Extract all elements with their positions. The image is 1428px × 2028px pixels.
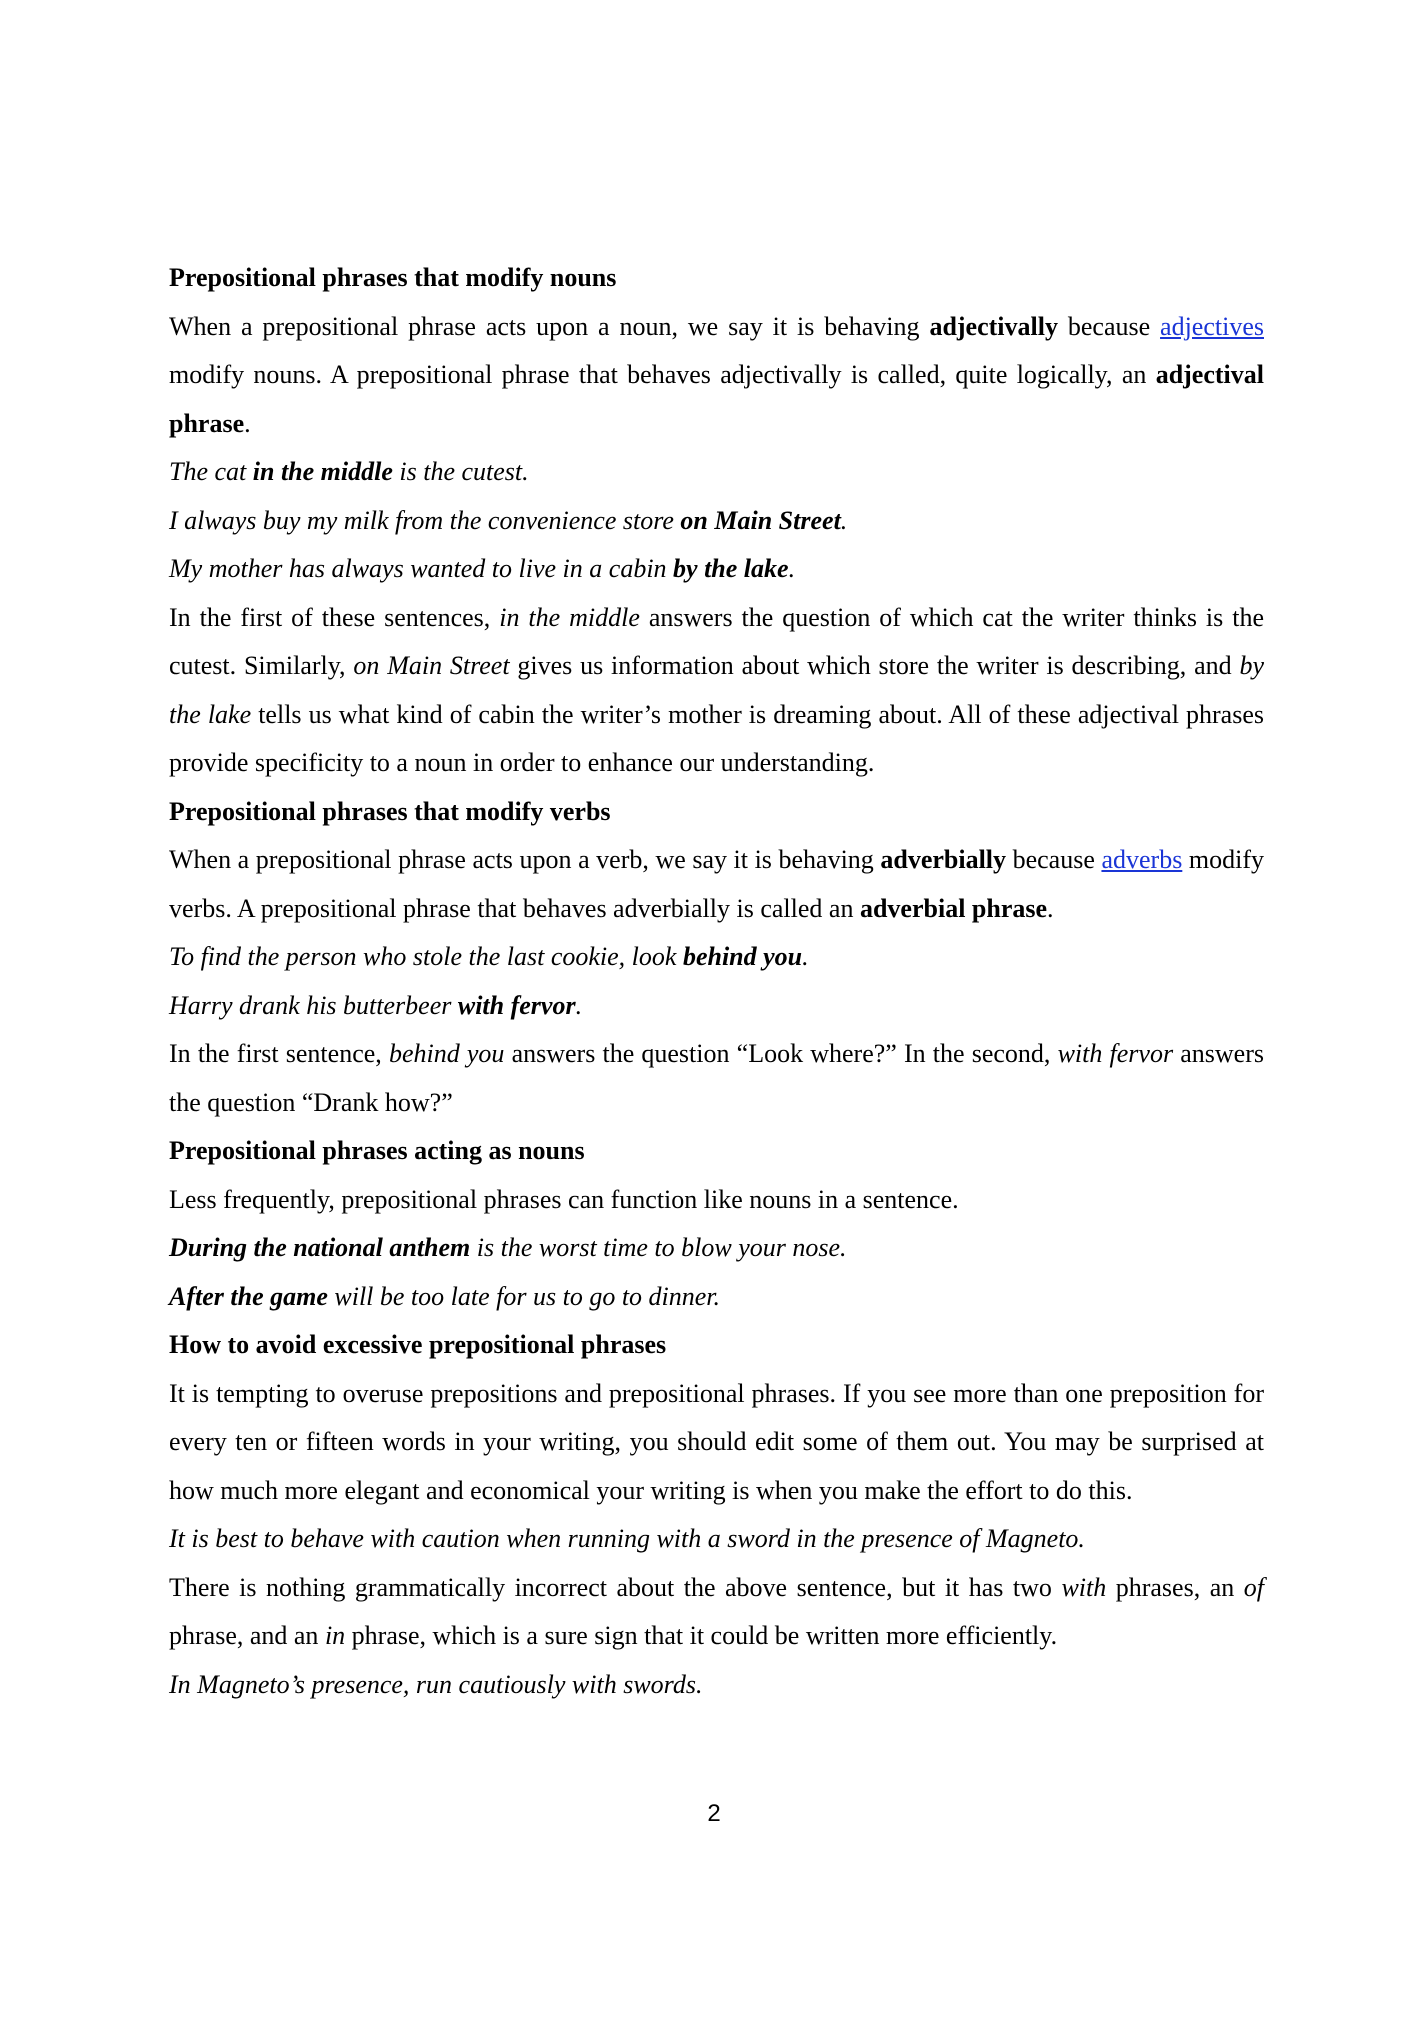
adverbs-link[interactable]: adverbs [1101,845,1183,874]
text-run: is the cutest. [392,457,529,486]
text-run: Harry drank his butterbeer [169,990,458,1020]
text-run: gives us information about which store the writer is describing, and [509,651,1240,680]
example-sentence [169,982,1264,1031]
text-run: will be too late for us to go to dinner. [327,1281,721,1311]
text-run: modify verbs. A prepositional phrase that behaves adverbially is called an [169,845,1264,923]
adjectives-link[interactable]: adjectives [1160,311,1264,341]
text-run: The cat [169,457,253,486]
bold-term: adjectivally [929,311,1058,341]
section-heading-avoid-excessive: How to avoid excessive prepositional phrases [169,1330,667,1359]
italic-phrase: with fervor [1057,1039,1174,1068]
text-run: . [788,554,796,583]
text-run: My mother has always wanted to live in a cabin [169,554,674,583]
paragraph-adverbial-explanation [169,1030,1264,1127]
example-sentence: It is best to behave with caution when running with a sword in the presence of Magneto. [169,1524,1085,1553]
paragraph-adjectival-explanation [169,594,1264,788]
text-run: When a prepositional phrase acts upon a verb, we say it is behaving [169,845,881,874]
text-run: There is nothing grammatically incorrect about the above sentence, but it has two [169,1572,1062,1602]
section-heading-nouns: Prepositional phrases that modify nouns [169,263,617,292]
text-run: . [575,990,583,1020]
section-heading-acting-as-nouns: Prepositional phrases acting as nouns [169,1136,585,1165]
example-sentence [169,545,1264,594]
text-run: In the first of these sentences, [169,602,500,632]
example-sentence [169,497,1264,546]
italic-phrase: in [324,1621,346,1650]
text-run: When a prepositional phrase acts upon a noun, we say it is behaving [169,311,930,341]
text-run: phrase, which is a sure sign that it could be written more efficiently. [345,1621,1058,1650]
section-heading-verbs: Prepositional phrases that modify verbs [169,796,611,826]
text-run: phrase, and an [169,1621,325,1650]
bold-phrase: in the middle [252,457,393,486]
paragraph-avoid-intro: It is tempting to overuse prepositions and prepositional phrases. If you see more than one preposition for every ten or fifteen words in your writing, you should edit some of them out. You may be surprised at how much more elegant and economical your writing is when you make the effort to do this. [169,1378,1264,1505]
text-run: because [1006,845,1102,874]
bold-phrase: on Main Street [680,505,841,535]
paragraph-avoid-explanation [169,1564,1264,1661]
text-run: because [1057,311,1161,341]
text-run: . [840,505,848,535]
text-run: . [802,942,809,971]
example-sentence [169,933,1264,982]
text-run: answers the question “Look where?” In the second, [504,1039,1058,1068]
example-sentence [169,1224,1264,1273]
text-run: answers the question of which cat the writer thinks is the cutest. Similarly, [169,602,1264,680]
text-run: I always buy my milk from the convenience store [169,505,681,535]
example-sentence: In Magneto’s presence, run cautiously with swords. [169,1669,703,1699]
bold-phrase: by the lake [673,554,789,583]
text-run: . [1047,893,1054,923]
text-run: tells us what kind of cabin the writer’s mother is dreaming about. All of these adjectival phrases provide specificity to a noun in order to enhance our understanding. [169,699,1264,777]
italic-phrase: by the lake [169,651,1265,729]
text-run: phrases, an [1106,1572,1244,1602]
text-run: To find the person who stole the last cookie, look [169,942,683,971]
bold-term: adjectival phrase [169,360,1264,438]
bold-term: adverbial phrase [859,893,1048,923]
italic-phrase: in the middle [499,602,640,632]
page-number: 2 [707,1800,721,1827]
paragraph-adverbial-intro [169,836,1264,933]
italic-phrase: on Main Street [353,651,510,680]
italic-phrase: behind you [388,1039,505,1068]
page-body [169,254,1264,1709]
text-run: answers the question “Drank how?” [169,1039,1264,1117]
italic-phrase: of [1243,1572,1264,1602]
bold-phrase: behind you [682,942,803,971]
bold-phrase: During the national anthem [169,1233,471,1262]
text-run: modify nouns. A prepositional phrase that behaves adjectivally is called, quite logically, an [169,360,1156,389]
paragraph-adjectival-intro [169,303,1264,449]
example-sentence [169,1273,1264,1322]
paragraph-nouns-intro: Less frequently, prepositional phrases can function like nouns in a sentence. [169,1184,959,1214]
bold-phrase: with fervor [457,990,576,1020]
bold-term: adverbially [880,845,1007,874]
bold-phrase: After the game [169,1281,328,1311]
example-sentence [169,448,1264,497]
text-run: . [244,408,251,438]
italic-phrase: with [1061,1572,1107,1602]
text-run: is the worst time to blow your nose. [470,1233,847,1262]
text-run: In the first sentence, [169,1039,389,1068]
